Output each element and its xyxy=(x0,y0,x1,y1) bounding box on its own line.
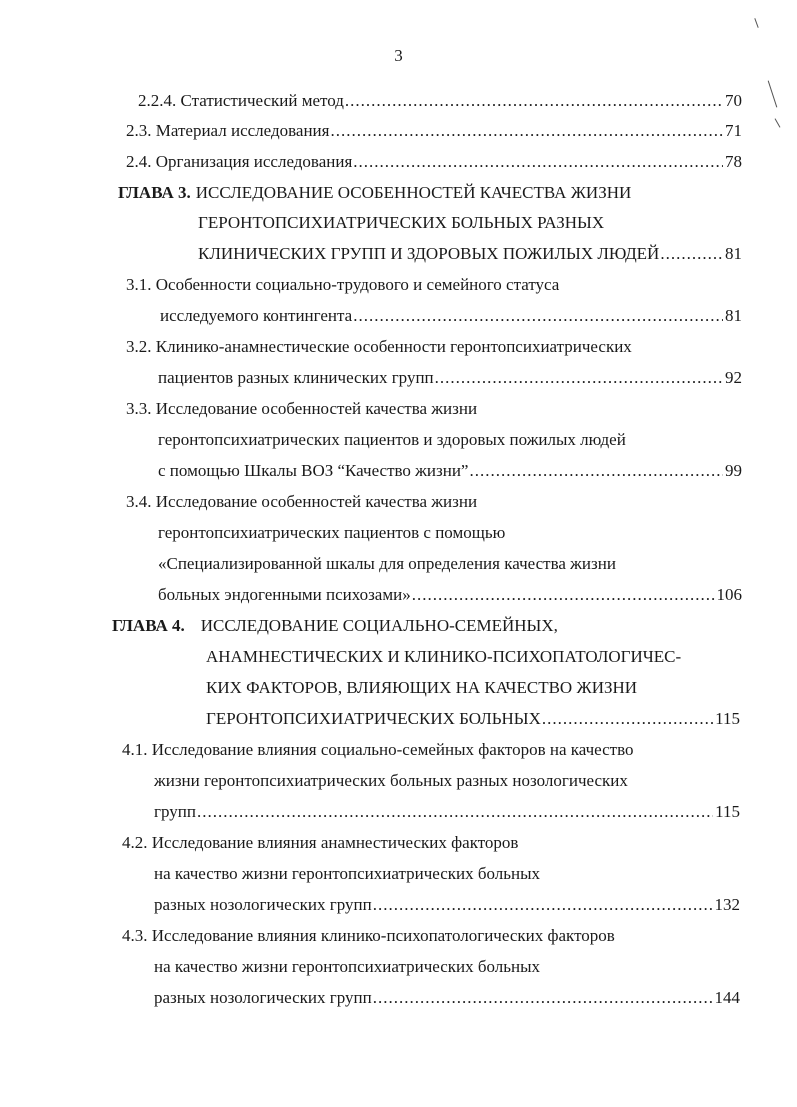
toc-entry-page: 144 xyxy=(714,988,740,1007)
toc-entry-label: 3.2. Клинико-анамнестические особенности геронтопсихиатрических xyxy=(126,337,632,356)
toc-entry-page: 99 xyxy=(725,461,742,480)
toc-entry-4-3 xyxy=(122,923,742,949)
toc-entry-page: 81 xyxy=(725,244,742,263)
toc-entry-page: 115 xyxy=(715,802,740,821)
toc-entry-label: на качество жизни геронтопсихиатрических больных xyxy=(154,864,541,883)
toc-entry-page: 81 xyxy=(725,306,742,325)
toc-entry-4-1-cont-1 xyxy=(154,768,740,794)
toc-entry-page: 106 xyxy=(716,585,742,604)
toc-entry-4-3-cont-1 xyxy=(154,954,740,980)
dot-leader xyxy=(412,582,715,608)
toc-entry-3-2 xyxy=(126,334,742,360)
toc-entry-4-2 xyxy=(122,830,742,856)
toc-entry-label: жизни геронтопсихиатрических больных разных нозологических xyxy=(154,771,628,790)
toc-entry-4-3-cont-2 xyxy=(154,985,740,1011)
toc-entry-label: пациентов разных клинических групп xyxy=(158,368,434,387)
chapter-title-line: ГЕРОНТОПСИХИАТРИЧЕСКИХ БОЛЬНЫХ xyxy=(206,709,541,728)
chapter-3-title-line-2 xyxy=(198,210,698,236)
dot-leader xyxy=(469,458,723,484)
toc-entry-3-4 xyxy=(126,489,742,515)
toc-entry-4-2-cont-2 xyxy=(154,892,740,918)
toc-entry-4-1 xyxy=(122,737,742,763)
chapter-prefix: ГЛАВА 4. xyxy=(112,616,185,635)
chapter-4-title-line-4 xyxy=(206,706,740,732)
dot-leader xyxy=(373,985,713,1011)
dot-leader xyxy=(197,799,713,825)
toc-entry-label: исследуемого контингента xyxy=(160,306,353,325)
toc-entry-2-4 xyxy=(126,149,742,175)
toc-entry-page: 132 xyxy=(714,895,740,914)
toc-entry-label: больных эндогенными психозами» xyxy=(158,585,411,604)
toc-entry-label: с помощью Шкалы ВОЗ “Качество жизни” xyxy=(158,461,469,480)
chapter-prefix: ГЛАВА 3. xyxy=(118,183,191,202)
toc-entry-page: 70 xyxy=(725,91,742,110)
toc-entry-label: 4.3. Исследование влияния клинико-психопатологических факторов xyxy=(122,926,615,945)
toc-entry-4-2-cont-1 xyxy=(154,861,740,887)
toc-entry-label: групп xyxy=(154,802,196,821)
toc-entry-label: геронтопсихиатрических пациентов и здоровых пожилых людей xyxy=(158,430,626,449)
toc-entry-3-1 xyxy=(126,272,742,298)
dot-leader xyxy=(660,241,723,267)
toc-entry-label: 3.1. Особенности социально-трудового и семейного статуса xyxy=(126,275,560,294)
chapter-title-line: ИССЛЕДОВАНИЕ СОЦИАЛЬНО-СЕМЕЙНЫХ, xyxy=(200,616,558,635)
toc-entry-3-1-cont xyxy=(160,303,742,329)
toc-entry-page: 92 xyxy=(725,368,742,387)
toc-entry-label: на качество жизни геронтопсихиатрических больных xyxy=(154,957,541,976)
chapter-title-line: ИССЛЕДОВАНИЕ ОСОБЕННОСТЕЙ КАЧЕСТВА ЖИЗНИ xyxy=(195,183,632,202)
chapter-title-line: ГЕРОНТОПСИХИАТРИЧЕСКИХ БОЛЬНЫХ РАЗНЫХ xyxy=(198,213,605,232)
chapter-3-heading xyxy=(118,180,718,206)
toc-entry-page: 115 xyxy=(715,709,740,728)
toc-entry-3-2-cont xyxy=(158,365,742,391)
toc-entry-2-2-4 xyxy=(138,88,742,114)
dot-leader xyxy=(353,303,723,329)
toc-entry-label: разных нозологических групп xyxy=(154,895,372,914)
chapter-3-title-line-3 xyxy=(198,241,742,267)
chapter-title-line: КИХ ФАКТОРОВ, ВЛИЯЮЩИХ НА КАЧЕСТВО ЖИЗНИ xyxy=(206,678,638,697)
chapter-title-line: КЛИНИЧЕСКИХ ГРУПП И ЗДОРОВЫХ ПОЖИЛЫХ ЛЮДЕЙ xyxy=(198,244,660,263)
chapter-4-title-line-2 xyxy=(206,644,736,670)
dot-leader xyxy=(345,88,723,114)
toc-entry-label: «Специализированной шкалы для определения качества жизни xyxy=(158,554,616,573)
scan-mark xyxy=(775,118,781,127)
toc-entry-label: 2.2.4. Статистический метод xyxy=(138,91,344,110)
toc-entry-3-3 xyxy=(126,396,742,422)
scan-mark xyxy=(768,81,778,108)
toc-entry-3-3-cont-1 xyxy=(158,427,742,453)
dot-leader xyxy=(373,892,713,918)
toc-entry-label: 3.4. Исследование особенностей качества жизни xyxy=(126,492,478,511)
chapter-4-title-line-3 xyxy=(206,675,736,701)
toc-entry-label: 2.3. Материал исследования xyxy=(126,121,330,140)
chapter-title-line: АНАМНЕСТИЧЕСКИХ И КЛИНИКО-ПСИХОПАТОЛОГИЧЕС- xyxy=(206,647,682,666)
toc-entry-page: 71 xyxy=(725,121,742,140)
dot-leader xyxy=(353,149,723,175)
dot-leader xyxy=(435,365,723,391)
toc-entry-4-1-cont-2 xyxy=(154,799,740,825)
chapter-4-heading xyxy=(112,613,732,639)
toc-entry-label: 4.1. Исследование влияния социально-семейных факторов на качество xyxy=(122,740,634,759)
toc-entry-label: 2.4. Организация исследования xyxy=(126,152,353,171)
toc-entry-2-3 xyxy=(126,118,742,144)
scan-mark xyxy=(754,18,758,28)
toc-entry-3-4-cont-2 xyxy=(158,551,742,577)
toc-entry-3-3-cont-2 xyxy=(158,458,742,484)
dot-leader xyxy=(330,118,723,144)
toc-entry-3-4-cont-3 xyxy=(158,582,742,608)
toc-entry-label: 4.2. Исследование влияния анамнестических факторов xyxy=(122,833,519,852)
toc-entry-page: 78 xyxy=(725,152,742,171)
toc-entry-3-4-cont-1 xyxy=(158,520,742,546)
dot-leader xyxy=(542,706,713,732)
toc-entry-label: 3.3. Исследование особенностей качества жизни xyxy=(126,399,478,418)
page-number: 3 xyxy=(394,46,403,65)
toc-entry-label: разных нозологических групп xyxy=(154,988,372,1007)
toc-entry-label: геронтопсихиатрических пациентов с помощью xyxy=(158,523,506,542)
